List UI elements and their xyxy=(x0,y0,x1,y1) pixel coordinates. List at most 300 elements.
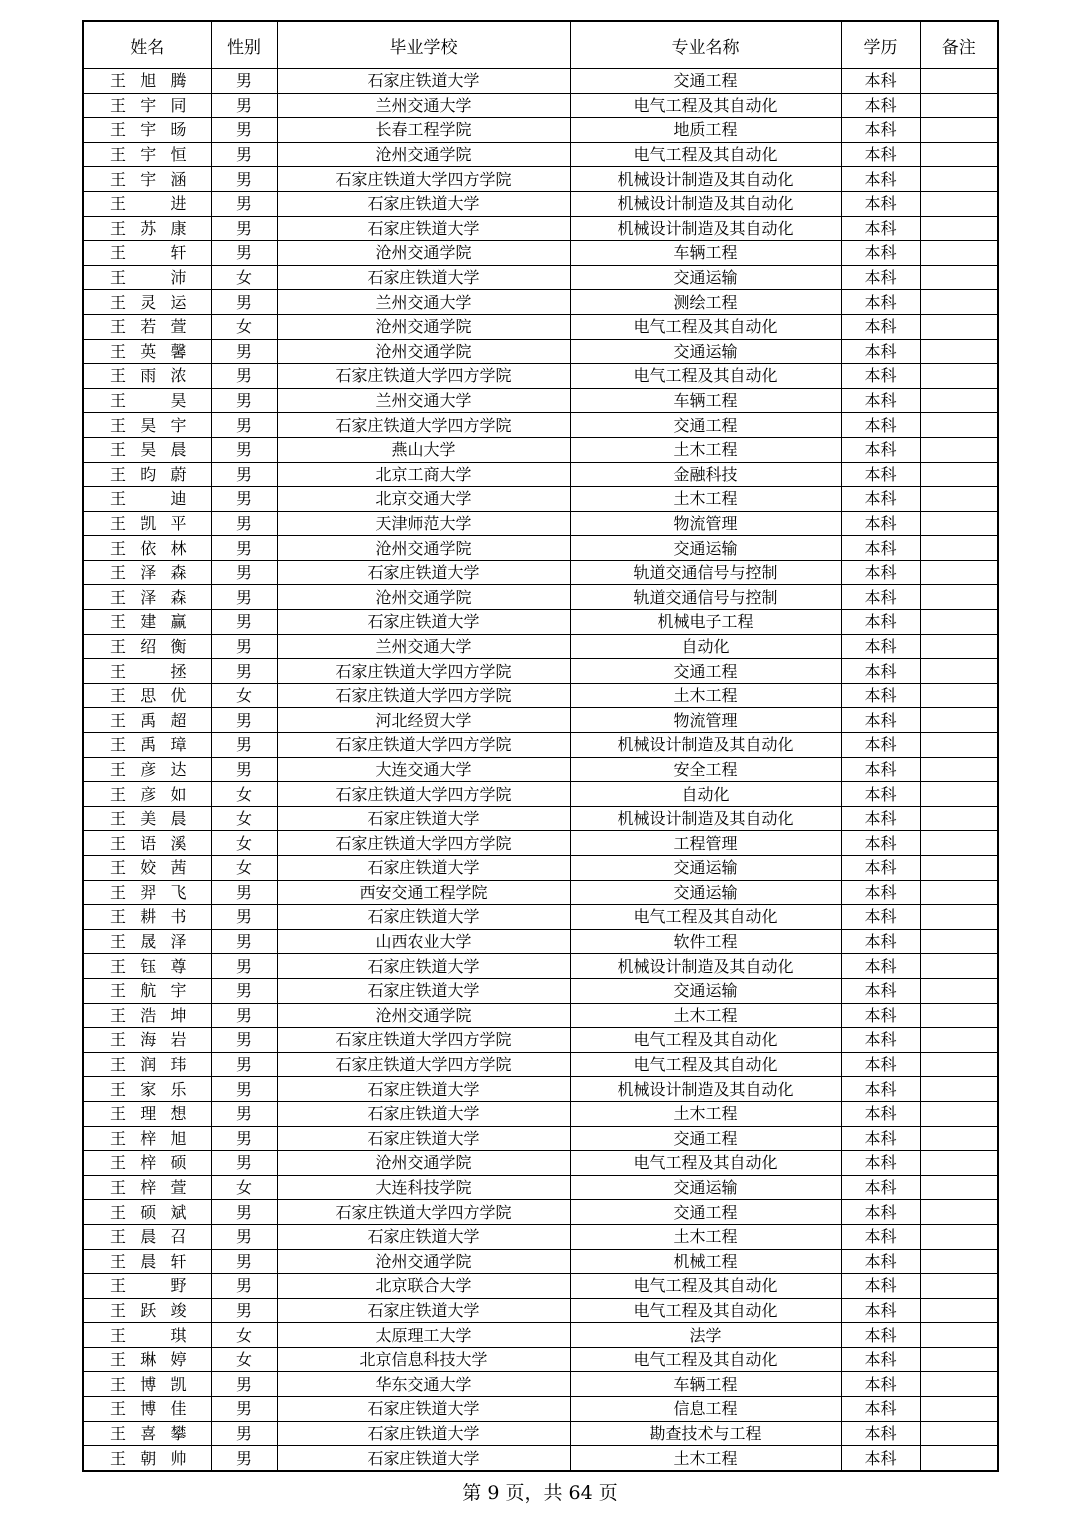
name-text: 王 朝 帅 xyxy=(110,1448,187,1468)
remarks-cell xyxy=(920,954,998,979)
table-row xyxy=(83,585,998,610)
major-cell: 地质工程 xyxy=(570,118,841,143)
remarks-cell xyxy=(920,413,998,438)
name-cell xyxy=(83,683,211,708)
major-cell: 机械设计制造及其自动化 xyxy=(570,191,841,216)
table-row xyxy=(83,757,998,782)
header-name: 姓名 xyxy=(83,21,211,69)
remarks-cell xyxy=(920,1446,998,1471)
degree-cell: 本科 xyxy=(841,954,920,979)
major-cell: 交通工程 xyxy=(570,413,841,438)
table-row xyxy=(83,69,998,94)
gender-cell: 男 xyxy=(211,511,277,536)
major-cell: 法学 xyxy=(570,1323,841,1348)
name-text: 王 昊 晨 xyxy=(110,440,187,460)
gender-cell: 男 xyxy=(211,1151,277,1176)
gender-cell: 男 xyxy=(211,1274,277,1299)
table-row xyxy=(83,1298,998,1323)
school-cell: 沧州交通学院 xyxy=(277,536,570,561)
table-row xyxy=(83,511,998,536)
remarks-cell xyxy=(920,118,998,143)
name-cell xyxy=(83,216,211,241)
school-cell: 石家庄铁道大学 xyxy=(277,1421,570,1446)
degree-cell: 本科 xyxy=(841,339,920,364)
remarks-cell xyxy=(920,511,998,536)
name-cell xyxy=(83,1298,211,1323)
gender-cell: 男 xyxy=(211,364,277,389)
major-cell: 机械设计制造及其自动化 xyxy=(570,954,841,979)
school-cell: 沧州交通学院 xyxy=(277,1003,570,1028)
name-cell xyxy=(83,1446,211,1471)
degree-cell: 本科 xyxy=(841,856,920,881)
gender-cell: 女 xyxy=(211,314,277,339)
school-cell: 燕山大学 xyxy=(277,437,570,462)
school-cell: 大连交通大学 xyxy=(277,757,570,782)
name-text: 王 宇 恒 xyxy=(110,145,187,165)
remarks-cell xyxy=(920,1224,998,1249)
name-text: 王 美 晨 xyxy=(110,809,187,829)
school-cell: 石家庄铁道大学 xyxy=(277,191,570,216)
degree-cell: 本科 xyxy=(841,585,920,610)
remarks-cell xyxy=(920,905,998,930)
school-cell: 石家庄铁道大学四方学院 xyxy=(277,659,570,684)
table-row xyxy=(83,339,998,364)
gender-cell: 男 xyxy=(211,388,277,413)
table-row xyxy=(83,560,998,585)
name-cell xyxy=(83,1175,211,1200)
gender-cell: 男 xyxy=(211,290,277,315)
degree-cell: 本科 xyxy=(841,1175,920,1200)
school-cell: 石家庄铁道大学四方学院 xyxy=(277,733,570,758)
gender-cell: 男 xyxy=(211,634,277,659)
remarks-cell xyxy=(920,1200,998,1225)
name-cell xyxy=(83,659,211,684)
school-cell: 华东交通大学 xyxy=(277,1372,570,1397)
gender-cell: 女 xyxy=(211,806,277,831)
name-cell xyxy=(83,290,211,315)
school-cell: 石家庄铁道大学 xyxy=(277,265,570,290)
school-cell: 北京信息科技大学 xyxy=(277,1347,570,1372)
remarks-cell xyxy=(920,487,998,512)
school-cell: 河北经贸大学 xyxy=(277,708,570,733)
remarks-cell xyxy=(920,634,998,659)
major-cell: 交通工程 xyxy=(570,1126,841,1151)
gender-cell: 女 xyxy=(211,683,277,708)
gender-cell: 男 xyxy=(211,487,277,512)
gender-cell: 男 xyxy=(211,1249,277,1274)
school-cell: 石家庄铁道大学 xyxy=(277,905,570,930)
name-text: 王 苏 康 xyxy=(110,218,187,238)
school-cell: 大连科技学院 xyxy=(277,1175,570,1200)
degree-cell: 本科 xyxy=(841,1052,920,1077)
school-cell: 石家庄铁道大学四方学院 xyxy=(277,1200,570,1225)
gender-cell: 男 xyxy=(211,1200,277,1225)
school-cell: 石家庄铁道大学 xyxy=(277,1077,570,1102)
table-row xyxy=(83,191,998,216)
name-text: 王 姣 茜 xyxy=(110,858,187,878)
degree-cell: 本科 xyxy=(841,536,920,561)
name-cell xyxy=(83,241,211,266)
table-row xyxy=(83,388,998,413)
major-cell: 车辆工程 xyxy=(570,241,841,266)
remarks-cell xyxy=(920,536,998,561)
table-row xyxy=(83,1200,998,1225)
name-cell xyxy=(83,1126,211,1151)
name-cell xyxy=(83,634,211,659)
major-cell: 土木工程 xyxy=(570,1003,841,1028)
gender-cell: 男 xyxy=(211,1224,277,1249)
table-row xyxy=(83,1421,998,1446)
school-cell: 太原理工大学 xyxy=(277,1323,570,1348)
gender-cell: 男 xyxy=(211,216,277,241)
name-cell xyxy=(83,314,211,339)
gender-cell: 男 xyxy=(211,1397,277,1422)
degree-cell: 本科 xyxy=(841,1151,920,1176)
name-cell xyxy=(83,880,211,905)
major-cell: 物流管理 xyxy=(570,511,841,536)
name-cell xyxy=(83,364,211,389)
major-cell: 土木工程 xyxy=(570,1224,841,1249)
school-cell: 兰州交通大学 xyxy=(277,290,570,315)
table-row xyxy=(83,782,998,807)
degree-cell: 本科 xyxy=(841,560,920,585)
name-cell xyxy=(83,69,211,94)
table-row xyxy=(83,241,998,266)
table-row xyxy=(83,1126,998,1151)
major-cell: 轨道交通信号与控制 xyxy=(570,560,841,585)
name-cell xyxy=(83,610,211,635)
gender-cell: 男 xyxy=(211,1003,277,1028)
gender-cell: 男 xyxy=(211,757,277,782)
school-cell: 沧州交通学院 xyxy=(277,241,570,266)
degree-cell: 本科 xyxy=(841,929,920,954)
name-text: 王 野 xyxy=(110,1276,187,1296)
name-cell xyxy=(83,191,211,216)
school-cell: 石家庄铁道大学 xyxy=(277,1446,570,1471)
remarks-cell xyxy=(920,1421,998,1446)
name-text: 王 泽 森 xyxy=(110,563,187,583)
major-cell: 电气工程及其自动化 xyxy=(570,364,841,389)
major-cell: 金融科技 xyxy=(570,462,841,487)
table-row xyxy=(83,1323,998,1348)
school-cell: 石家庄铁道大学 xyxy=(277,954,570,979)
major-cell: 土木工程 xyxy=(570,1446,841,1471)
major-cell: 安全工程 xyxy=(570,757,841,782)
school-cell: 沧州交通学院 xyxy=(277,1249,570,1274)
remarks-cell xyxy=(920,462,998,487)
gender-cell: 男 xyxy=(211,413,277,438)
gender-cell: 女 xyxy=(211,856,277,881)
school-cell: 石家庄铁道大学 xyxy=(277,1224,570,1249)
major-cell: 车辆工程 xyxy=(570,388,841,413)
gender-cell: 男 xyxy=(211,1101,277,1126)
remarks-cell xyxy=(920,1249,998,1274)
name-text: 王 航 宇 xyxy=(110,981,187,1001)
name-text: 王 晟 泽 xyxy=(110,932,187,952)
major-cell: 交通工程 xyxy=(570,659,841,684)
school-cell: 石家庄铁道大学 xyxy=(277,1101,570,1126)
degree-cell: 本科 xyxy=(841,93,920,118)
degree-cell: 本科 xyxy=(841,241,920,266)
roster-table xyxy=(82,20,999,1472)
school-cell: 石家庄铁道大学 xyxy=(277,978,570,1003)
gender-cell: 男 xyxy=(211,560,277,585)
remarks-cell xyxy=(920,1347,998,1372)
name-cell xyxy=(83,1052,211,1077)
degree-cell: 本科 xyxy=(841,142,920,167)
major-cell: 机械设计制造及其自动化 xyxy=(570,167,841,192)
name-text: 王 博 佳 xyxy=(110,1399,187,1419)
name-text: 王 昊 xyxy=(110,391,187,411)
remarks-cell xyxy=(920,757,998,782)
gender-cell: 男 xyxy=(211,1446,277,1471)
remarks-cell xyxy=(920,806,998,831)
school-cell: 石家庄铁道大学 xyxy=(277,216,570,241)
major-cell: 土木工程 xyxy=(570,437,841,462)
table-row xyxy=(83,1446,998,1471)
degree-cell: 本科 xyxy=(841,1003,920,1028)
name-cell xyxy=(83,757,211,782)
remarks-cell xyxy=(920,1298,998,1323)
table-row xyxy=(83,683,998,708)
school-cell: 沧州交通学院 xyxy=(277,1151,570,1176)
name-cell xyxy=(83,1003,211,1028)
degree-cell: 本科 xyxy=(841,290,920,315)
name-text: 王 昊 宇 xyxy=(110,415,187,435)
major-cell: 车辆工程 xyxy=(570,1372,841,1397)
header-gender: 性别 xyxy=(211,21,277,69)
name-text: 王 喜 攀 xyxy=(110,1423,187,1443)
remarks-cell xyxy=(920,683,998,708)
school-cell: 北京工商大学 xyxy=(277,462,570,487)
degree-cell: 本科 xyxy=(841,364,920,389)
degree-cell: 本科 xyxy=(841,831,920,856)
degree-cell: 本科 xyxy=(841,659,920,684)
gender-cell: 男 xyxy=(211,610,277,635)
table-row xyxy=(83,1175,998,1200)
major-cell: 交通运输 xyxy=(570,856,841,881)
school-cell: 天津师范大学 xyxy=(277,511,570,536)
name-cell xyxy=(83,782,211,807)
remarks-cell xyxy=(920,142,998,167)
remarks-cell xyxy=(920,1151,998,1176)
degree-cell: 本科 xyxy=(841,1372,920,1397)
name-text: 王 拯 xyxy=(110,661,187,681)
remarks-cell xyxy=(920,1274,998,1299)
major-cell: 土木工程 xyxy=(570,683,841,708)
name-text: 王 宇 涵 xyxy=(110,169,187,189)
remarks-cell xyxy=(920,364,998,389)
name-text: 王 晨 召 xyxy=(110,1227,187,1247)
name-cell xyxy=(83,1421,211,1446)
remarks-cell xyxy=(920,585,998,610)
major-cell: 测绘工程 xyxy=(570,290,841,315)
name-text: 王 绍 衡 xyxy=(110,636,187,656)
name-text: 王 海 岩 xyxy=(110,1030,187,1050)
name-text: 王 梓 硕 xyxy=(110,1153,187,1173)
degree-cell: 本科 xyxy=(841,1028,920,1053)
major-cell: 信息工程 xyxy=(570,1397,841,1422)
remarks-cell xyxy=(920,610,998,635)
remarks-cell xyxy=(920,1028,998,1053)
remarks-cell xyxy=(920,388,998,413)
table-row xyxy=(83,142,998,167)
gender-cell: 男 xyxy=(211,167,277,192)
remarks-cell xyxy=(920,290,998,315)
table-row xyxy=(83,978,998,1003)
remarks-cell xyxy=(920,560,998,585)
table-row xyxy=(83,437,998,462)
remarks-cell xyxy=(920,1077,998,1102)
major-cell: 电气工程及其自动化 xyxy=(570,1151,841,1176)
degree-cell: 本科 xyxy=(841,1224,920,1249)
remarks-cell xyxy=(920,856,998,881)
gender-cell: 男 xyxy=(211,978,277,1003)
major-cell: 电气工程及其自动化 xyxy=(570,1347,841,1372)
school-cell: 石家庄铁道大学四方学院 xyxy=(277,167,570,192)
degree-cell: 本科 xyxy=(841,413,920,438)
school-cell: 沧州交通学院 xyxy=(277,314,570,339)
remarks-cell xyxy=(920,191,998,216)
major-cell: 工程管理 xyxy=(570,831,841,856)
major-cell: 交通运输 xyxy=(570,265,841,290)
remarks-cell xyxy=(920,1372,998,1397)
name-text: 王 理 想 xyxy=(110,1104,187,1124)
major-cell: 机械设计制造及其自动化 xyxy=(570,216,841,241)
name-text: 王 彦 如 xyxy=(110,784,187,804)
gender-cell: 男 xyxy=(211,880,277,905)
gender-cell: 男 xyxy=(211,585,277,610)
name-text: 王 沛 xyxy=(110,268,187,288)
degree-cell: 本科 xyxy=(841,118,920,143)
school-cell: 石家庄铁道大学四方学院 xyxy=(277,782,570,807)
degree-cell: 本科 xyxy=(841,1274,920,1299)
table-row xyxy=(83,905,998,930)
school-cell: 石家庄铁道大学四方学院 xyxy=(277,1052,570,1077)
major-cell: 交通运输 xyxy=(570,880,841,905)
name-cell xyxy=(83,1200,211,1225)
name-cell xyxy=(83,1347,211,1372)
major-cell: 机械设计制造及其自动化 xyxy=(570,1077,841,1102)
name-text: 王 若 萱 xyxy=(110,317,187,337)
table-row xyxy=(83,610,998,635)
remarks-cell xyxy=(920,93,998,118)
name-cell xyxy=(83,1151,211,1176)
table-row xyxy=(83,954,998,979)
school-cell: 兰州交通大学 xyxy=(277,634,570,659)
degree-cell: 本科 xyxy=(841,757,920,782)
table-row xyxy=(83,1101,998,1126)
name-text: 王 钰 尊 xyxy=(110,956,187,976)
degree-cell: 本科 xyxy=(841,634,920,659)
school-cell: 石家庄铁道大学 xyxy=(277,856,570,881)
name-text: 王 梓 旭 xyxy=(110,1128,187,1148)
name-text: 王 建 赢 xyxy=(110,612,187,632)
school-cell: 沧州交通学院 xyxy=(277,585,570,610)
name-text: 王 耕 书 xyxy=(110,907,187,927)
major-cell: 机械工程 xyxy=(570,1249,841,1274)
major-cell: 物流管理 xyxy=(570,708,841,733)
major-cell: 交通运输 xyxy=(570,978,841,1003)
degree-cell: 本科 xyxy=(841,806,920,831)
gender-cell: 男 xyxy=(211,954,277,979)
degree-cell: 本科 xyxy=(841,1298,920,1323)
major-cell: 轨道交通信号与控制 xyxy=(570,585,841,610)
table-row xyxy=(83,929,998,954)
name-cell xyxy=(83,339,211,364)
name-text: 王 英 馨 xyxy=(110,341,187,361)
degree-cell: 本科 xyxy=(841,1446,920,1471)
name-cell xyxy=(83,511,211,536)
table-row xyxy=(83,1151,998,1176)
remarks-cell xyxy=(920,69,998,94)
name-cell xyxy=(83,831,211,856)
degree-cell: 本科 xyxy=(841,1200,920,1225)
table-row xyxy=(83,659,998,684)
degree-cell: 本科 xyxy=(841,1101,920,1126)
degree-cell: 本科 xyxy=(841,733,920,758)
remarks-cell xyxy=(920,1175,998,1200)
table-row xyxy=(83,93,998,118)
table-row xyxy=(83,364,998,389)
gender-cell: 男 xyxy=(211,69,277,94)
gender-cell: 男 xyxy=(211,93,277,118)
school-cell: 石家庄铁道大学 xyxy=(277,1126,570,1151)
major-cell: 电气工程及其自动化 xyxy=(570,1052,841,1077)
name-cell xyxy=(83,1397,211,1422)
remarks-cell xyxy=(920,241,998,266)
name-cell xyxy=(83,954,211,979)
major-cell: 自动化 xyxy=(570,634,841,659)
name-text: 王 禹 超 xyxy=(110,710,187,730)
school-cell: 石家庄铁道大学四方学院 xyxy=(277,413,570,438)
major-cell: 软件工程 xyxy=(570,929,841,954)
gender-cell: 男 xyxy=(211,339,277,364)
remarks-cell xyxy=(920,314,998,339)
table-row xyxy=(83,806,998,831)
major-cell: 勘查技术与工程 xyxy=(570,1421,841,1446)
major-cell: 机械电子工程 xyxy=(570,610,841,635)
gender-cell: 女 xyxy=(211,1175,277,1200)
major-cell: 土木工程 xyxy=(570,487,841,512)
table-row xyxy=(83,1347,998,1372)
gender-cell: 男 xyxy=(211,142,277,167)
name-text: 王 宇 同 xyxy=(110,95,187,115)
name-cell xyxy=(83,978,211,1003)
table-row xyxy=(83,487,998,512)
school-cell: 沧州交通学院 xyxy=(277,339,570,364)
remarks-cell xyxy=(920,437,998,462)
remarks-cell xyxy=(920,831,998,856)
gender-cell: 男 xyxy=(211,536,277,561)
header-school: 毕业学校 xyxy=(277,21,570,69)
school-cell: 兰州交通大学 xyxy=(277,388,570,413)
name-cell xyxy=(83,1274,211,1299)
name-text: 王 跃 竣 xyxy=(110,1300,187,1320)
gender-cell: 男 xyxy=(211,462,277,487)
remarks-cell xyxy=(920,880,998,905)
gender-cell: 男 xyxy=(211,1298,277,1323)
gender-cell: 女 xyxy=(211,265,277,290)
major-cell: 电气工程及其自动化 xyxy=(570,314,841,339)
school-cell: 北京联合大学 xyxy=(277,1274,570,1299)
name-text: 王 旭 腾 xyxy=(110,71,187,91)
name-cell xyxy=(83,1224,211,1249)
gender-cell: 男 xyxy=(211,241,277,266)
name-cell xyxy=(83,856,211,881)
school-cell: 兰州交通大学 xyxy=(277,93,570,118)
name-text: 王 润 玮 xyxy=(110,1055,187,1075)
